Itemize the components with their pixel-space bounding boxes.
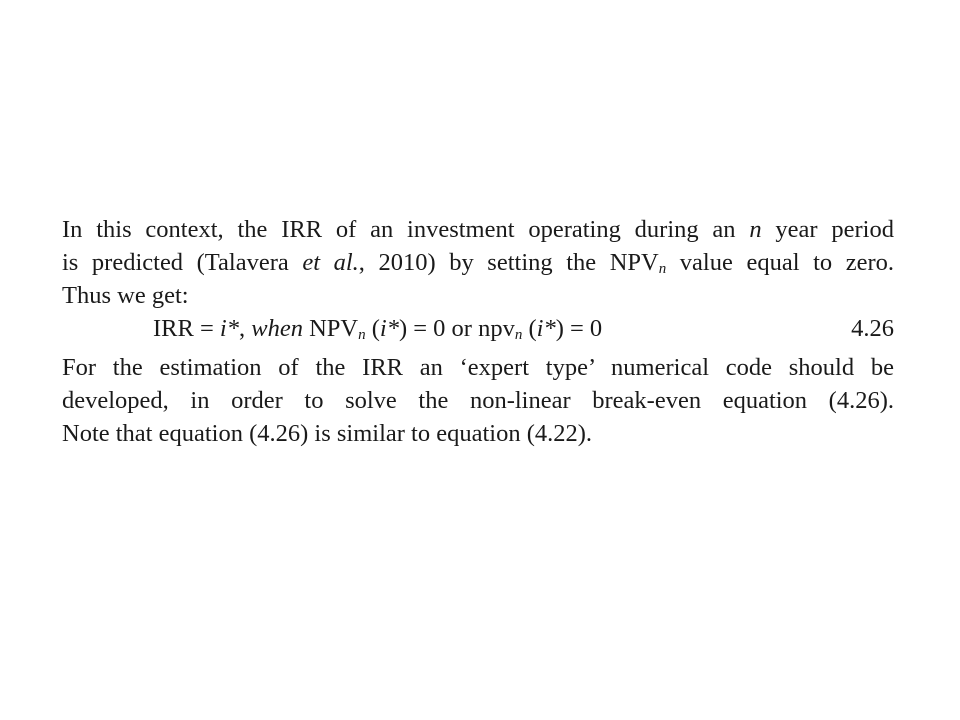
eq-text: IRR =	[153, 315, 220, 342]
eq-variable: i*	[219, 315, 239, 342]
text-run: value equal to zero.	[666, 249, 894, 276]
eq-text: (	[365, 315, 380, 342]
subscript-n: n	[658, 261, 667, 277]
text-run: , 2010) by setting the NPV	[358, 249, 659, 276]
equation-number: 4.26	[851, 315, 894, 342]
eq-text: ) = 0	[555, 315, 603, 342]
text-run: In this context, the IRR of an investment operating during an	[62, 216, 750, 243]
eq-text-when: when	[251, 315, 303, 342]
paragraph-line: Thus we get:	[62, 282, 189, 309]
paragraph-line: Note that equation (4.26) is similar to equation (4.22).	[62, 420, 593, 447]
eq-variable: i*	[536, 315, 556, 342]
eq-subscript: n	[514, 327, 523, 343]
text-run: is predicted (Talavera	[62, 249, 303, 276]
eq-text: ) = 0 or npv	[398, 315, 515, 342]
equation-body	[153, 312, 602, 345]
variable-n: n	[749, 216, 762, 243]
equation-4-26	[62, 312, 894, 346]
eq-text: (	[522, 315, 537, 342]
text-run: year period	[761, 216, 894, 243]
explanation-paragraph	[62, 351, 894, 450]
paragraph-line: For the estimation of the IRR an ‘expert type’ numerical code should be	[62, 354, 894, 381]
intro-paragraph	[62, 213, 894, 312]
paragraph-line	[62, 213, 894, 246]
paragraph-line	[62, 246, 894, 279]
eq-text: NPV	[302, 315, 359, 342]
eq-variable: i*	[379, 315, 399, 342]
paragraph-line: developed, in order to solve the non-linear break-even equation (4.26).	[62, 387, 894, 414]
eq-text: ,	[238, 315, 252, 342]
document-page	[62, 213, 894, 450]
citation-etal: et al.	[302, 249, 359, 276]
eq-subscript: n	[358, 327, 366, 343]
